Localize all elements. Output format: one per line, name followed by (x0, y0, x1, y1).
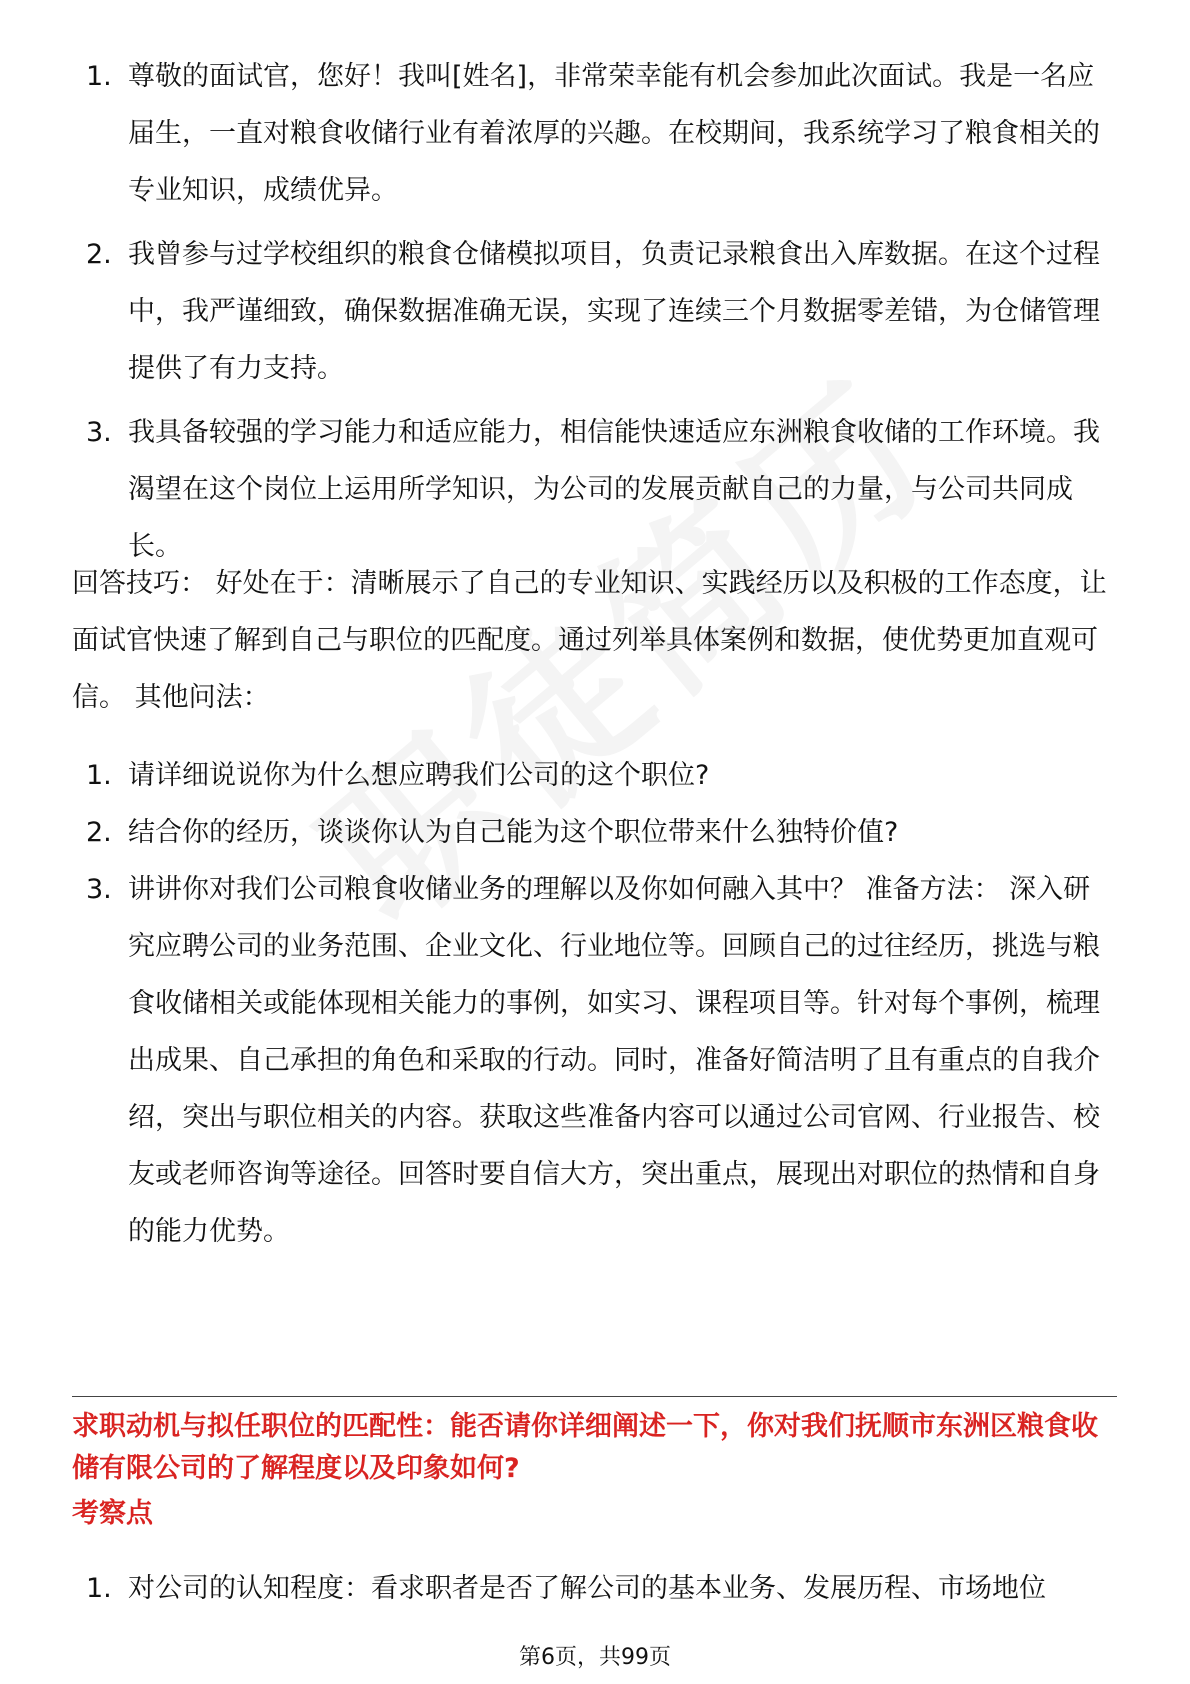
list-item (72, 48, 1112, 219)
page-footer: 第6页，共99页 (519, 1645, 671, 1670)
list-item (72, 861, 1112, 1260)
list-item-text: 对公司的认知程度：看求职者是否了解公司的基本业务、发展历程、市场地位 (128, 1573, 1046, 1604)
list-number: 1. (86, 760, 112, 791)
list-item-text: 讲讲你对我们公司粮食收储业务的理解以及你如何融入其中？ 准备方法： 深入研究应聘公司的业务范围、企业文化、行业地位等。回顾自己的过往经历，挑选与粮食收储相关或能体现相关能力的事例，如实习、课程项目等。针对每个事例，梳理出成果、自己承担的角色和采取的行动。同时，准备好简洁明了且有重点的自我介绍，突出与职位相关的内容。获取这些准备内容可以通过公司官网、行业报告、校友或老师咨询等途径。回答时要自信大方，突出重点，展现出对职位的热情和自身的能力优势。 (128, 874, 1100, 1247)
list-item-text: 我具备较强的学习能力和适应能力，相信能快速适应东洲粮食收储的工作环境。我渴望在这个岗位上运用所学知识，为公司的发展贡献自己的力量，与公司共同成长。 (128, 417, 1100, 562)
list-number: 3. (86, 417, 112, 448)
list-item-text: 结合你的经历，谈谈你认为自己能为这个职位带来什么独特价值? (128, 817, 899, 848)
list-number: 1. (86, 1573, 112, 1604)
list-item (72, 747, 1112, 804)
list-item-text: 请详细说说你为什么想应聘我们公司的这个职位? (128, 760, 710, 791)
list-number: 1. (86, 61, 112, 92)
list-item (72, 804, 1112, 861)
list-item (72, 1560, 1112, 1617)
list-item-text: 尊敬的面试官，您好！我叫[姓名]，非常荣幸能有机会参加此次面试。我是一名应届生，一直对粮食收储行业有着浓厚的兴趣。在校期间，我系统学习了粮食相关的专业知识，成绩优异。 (128, 61, 1100, 206)
list-item (72, 404, 1112, 575)
list-number: 2. (86, 239, 112, 270)
list-number: 2. (86, 817, 112, 848)
intro-answer-list (72, 48, 1112, 575)
list-item (72, 226, 1112, 397)
section-divider (72, 1396, 1117, 1397)
list-number: 3. (86, 874, 112, 905)
alternative-questions-list (72, 747, 1112, 1260)
question-heading: 求职动机与拟任职位的匹配性：能否请你详细阐述一下，你对我们抚顺市东洲区粮食收储有限公司的了解程度以及印象如何? (72, 1411, 1098, 1484)
subheading-assessment-points: 考察点 (72, 1498, 153, 1529)
tips-paragraph: 回答技巧： 好处在于：清晰展示了自己的专业知识、实践经历以及积极的工作态度，让面试官快速了解到自己与职位的匹配度。通过列举具体案例和数据，使优势更加直观可信。 其他问法： (72, 568, 1107, 713)
assessment-points-list (72, 1560, 1112, 1617)
list-item-text: 我曾参与过学校组织的粮食仓储模拟项目，负责记录粮食出入库数据。在这个过程中，我严谨细致，确保数据准确无误，实现了连续三个月数据零差错，为仓储管理提供了有力支持。 (128, 239, 1100, 384)
